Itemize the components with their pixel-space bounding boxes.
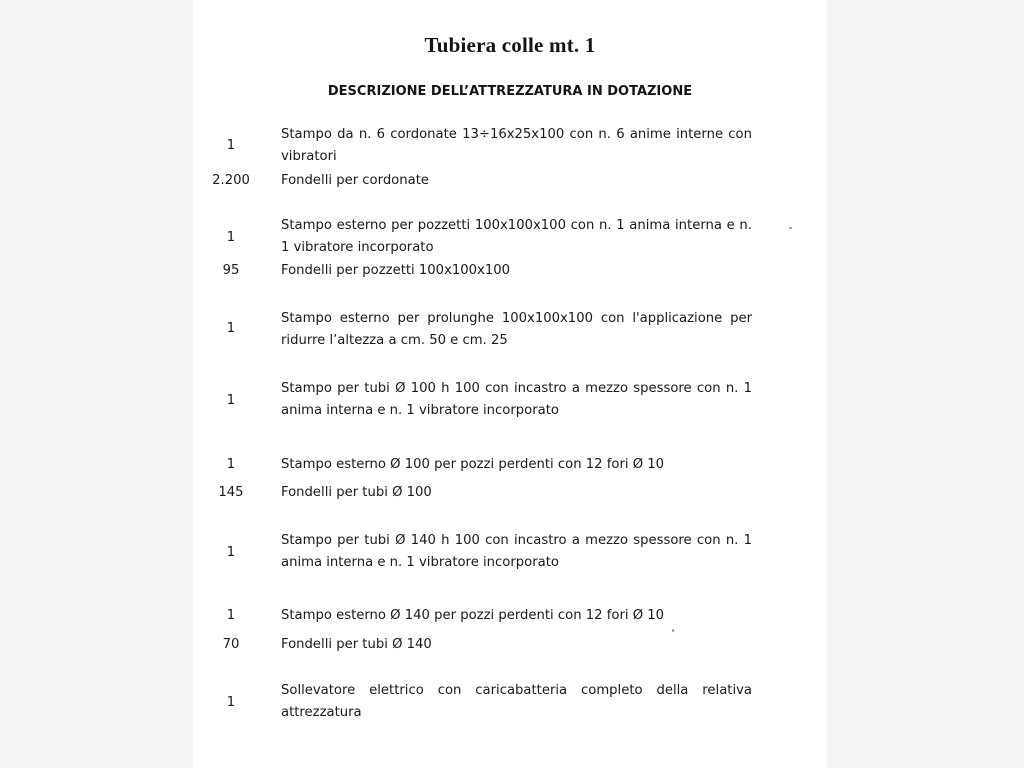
item-quantity: 1 [226,138,236,153]
item-quantity: 1 [226,230,236,245]
item-description: Fondelli per pozzetti 100x100x100 [281,263,511,278]
item-quantity: 1 [226,393,236,408]
item-description: Fondelli per cordonate [281,173,429,188]
document-subtitle: DESCRIZIONE DELL’ATTREZZATURA IN DOTAZIONE [327,84,693,99]
item-quantity: 145 [218,485,244,500]
item-description: Stampo da n. 6 cordonate 13÷16x25x100 con n. 6 anime interne con vibratori [281,127,752,164]
item-quantity: 1 [226,695,236,710]
item-quantity: 2.200 [212,173,250,188]
item-description: Stampo esterno per prolunghe 100x100x100 con l'applicazione per ridurre l’altezza a cm. 50 e cm. 25 [281,311,752,348]
item-description: Stampo esterno Ø 140 per pozzi perdenti con 12 fori Ø 10 [281,608,665,623]
item-description: Stampo esterno Ø 100 per pozzi perdenti con 12 fori Ø 10 [281,457,665,472]
item-description: Fondelli per tubi Ø 100 [281,485,432,500]
item-quantity: 1 [226,457,236,472]
item-quantity: 95 [222,263,240,278]
scanned-page [193,0,827,768]
item-description: Sollevatore elettrico con caricabatteria completo della relativa attrezzatura [281,683,752,720]
item-description: Stampo esterno per pozzetti 100x100x100 con n. 1 anima interna e n. 1 vibratore incorporato [281,218,752,255]
item-quantity: 1 [226,608,236,623]
item-description: Fondelli per tubi Ø 140 [281,637,432,652]
scan-speck [789,227,792,229]
scan-speck [672,629,674,632]
item-quantity: 1 [226,321,236,336]
item-description: Stampo per tubi Ø 100 h 100 con incastro a mezzo spessore con n. 1 anima interna e n. 1 vibratore incorporato [281,381,752,418]
item-description: Stampo per tubi Ø 140 h 100 con incastro a mezzo spessore con n. 1 anima interna e n. 1 vibratore incorporato [281,533,752,570]
item-quantity: 70 [222,637,240,652]
document-title: Tubiera colle mt. 1 [424,33,596,57]
item-quantity: 1 [226,545,236,560]
